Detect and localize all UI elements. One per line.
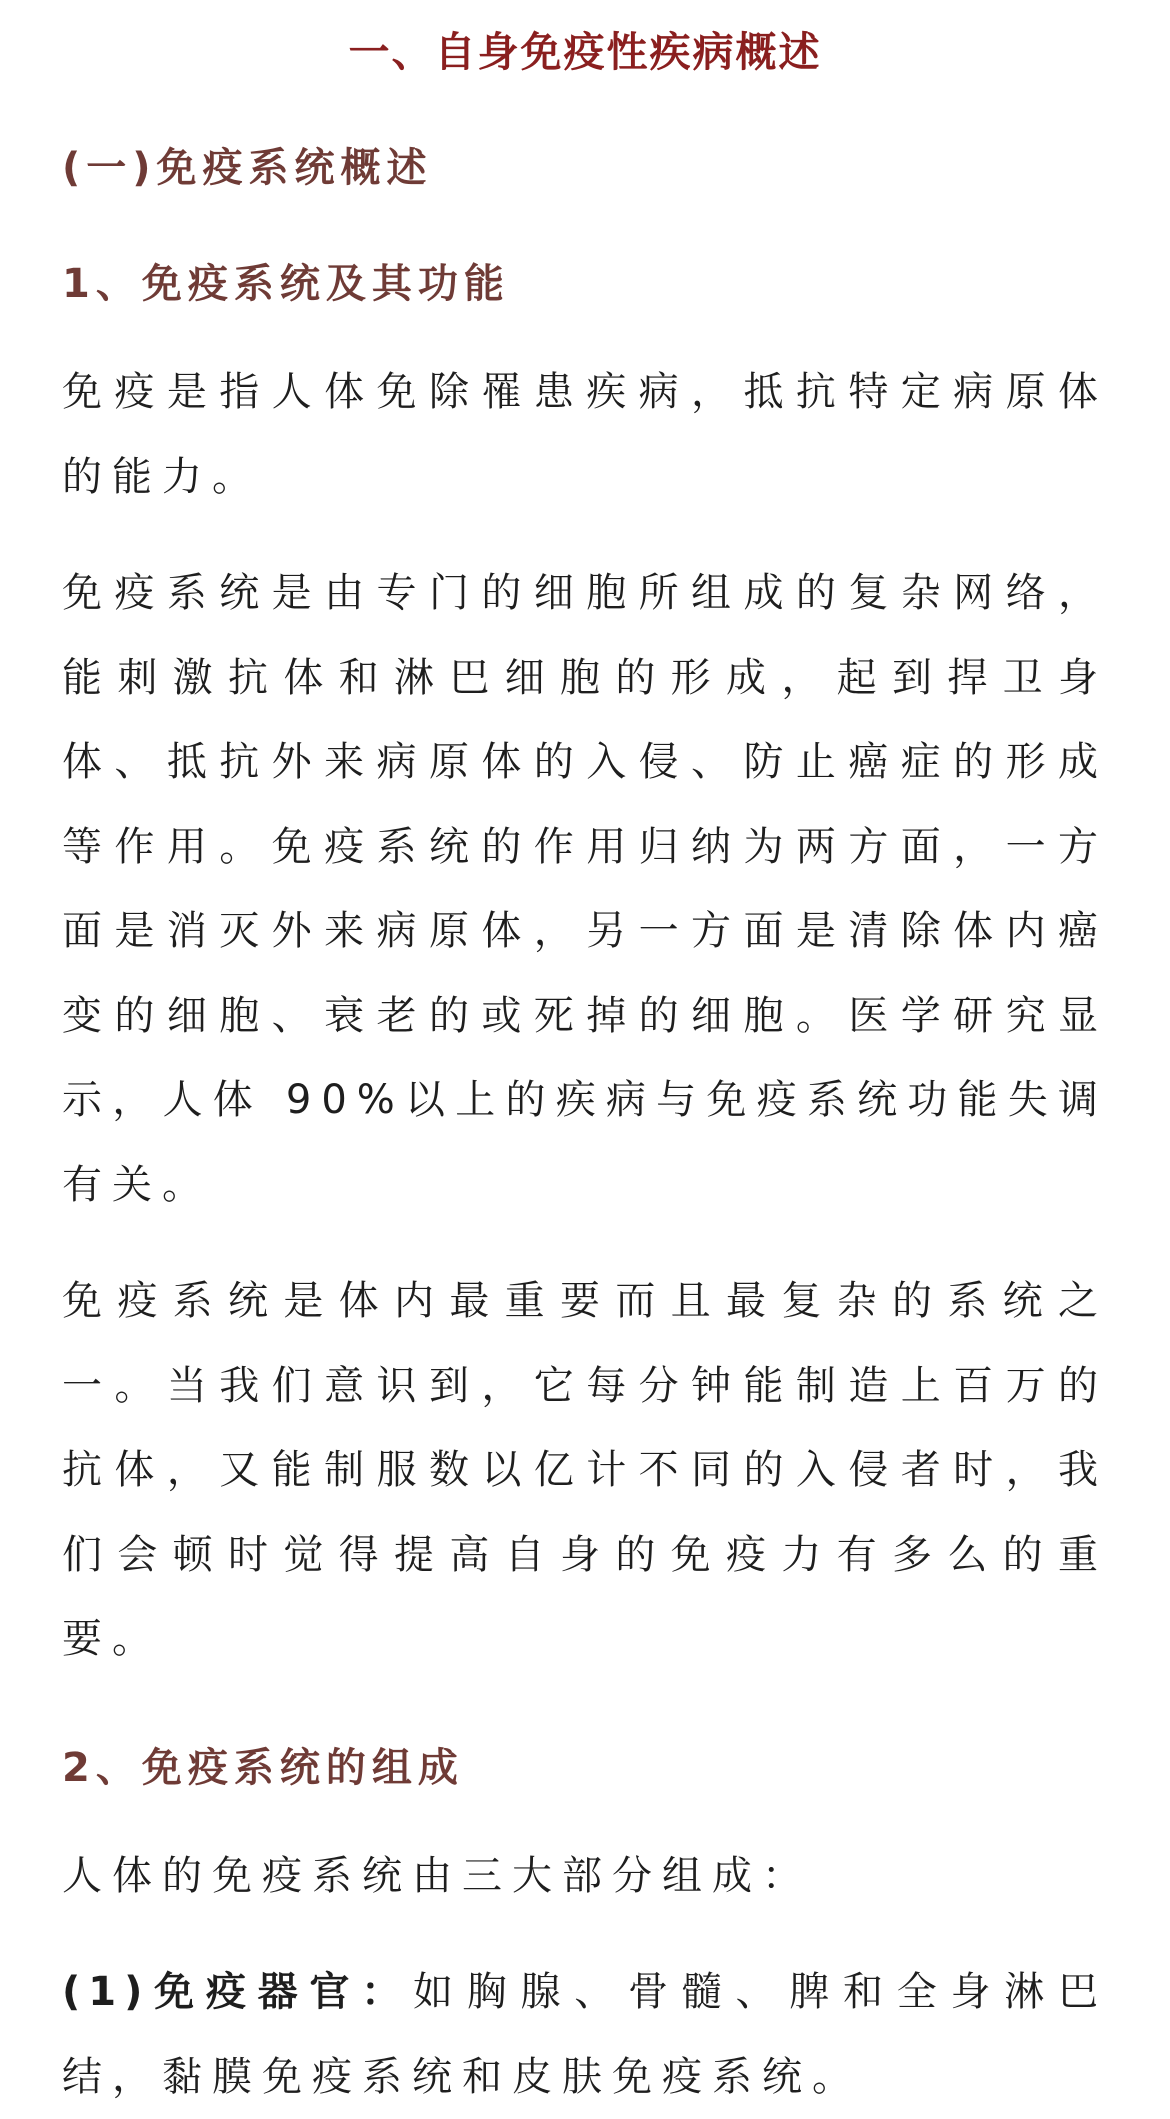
paragraph-immunity-definition: 免疫是指人体免除罹患疾病，抵抗特定病原体的能力。 [62, 369, 1108, 500]
paragraph-immune-system-role: 免疫系统是由专门的细胞所组成的复杂网络，能刺激抗体和淋巴细胞的形成，起到捍卫身体、抵抗外来病原体的入侵、防止癌症的形成等作用。免疫系统的作用归纳为两方面，一方面是消灭外来病原体，另一方面是清除体内癌变的细胞、衰老的或死掉的细胞。医学研究显示，人体 90%以上的疾病与免疫系统功能失调有关。 [62, 570, 1108, 1208]
paragraph-immune-importance: 免疫系统是体内最重要而且最复杂的系统之一。当我们意识到，它每分钟能制造上百万的抗体，又能制服数以亿计不同的入侵者时，我们会顿时觉得提高自身的免疫力有多么的重要。 [62, 1278, 1108, 1662]
paragraph-composition-intro: 人体的免疫系统由三大部分组成： [62, 1852, 812, 1899]
subsection-heading-immune-composition: 2、免疫系统的组成 [62, 1744, 464, 1791]
immune-organs-text: 如胸腺、骨髓、脾和全身淋巴结，黏膜免疫系统和皮肤免疫系统。 [62, 1969, 1108, 2100]
immune-organs-label: (1)免疫器官： [62, 1969, 413, 2015]
section-heading-immune-overview: (一)免疫系统概述 [62, 145, 433, 191]
paragraph-immune-organs [62, 1950, 1108, 2119]
page-title: 一、自身免疫性疾病概述 [348, 28, 822, 76]
subsection-heading-immune-function: 1、免疫系统及其功能 [62, 261, 510, 307]
